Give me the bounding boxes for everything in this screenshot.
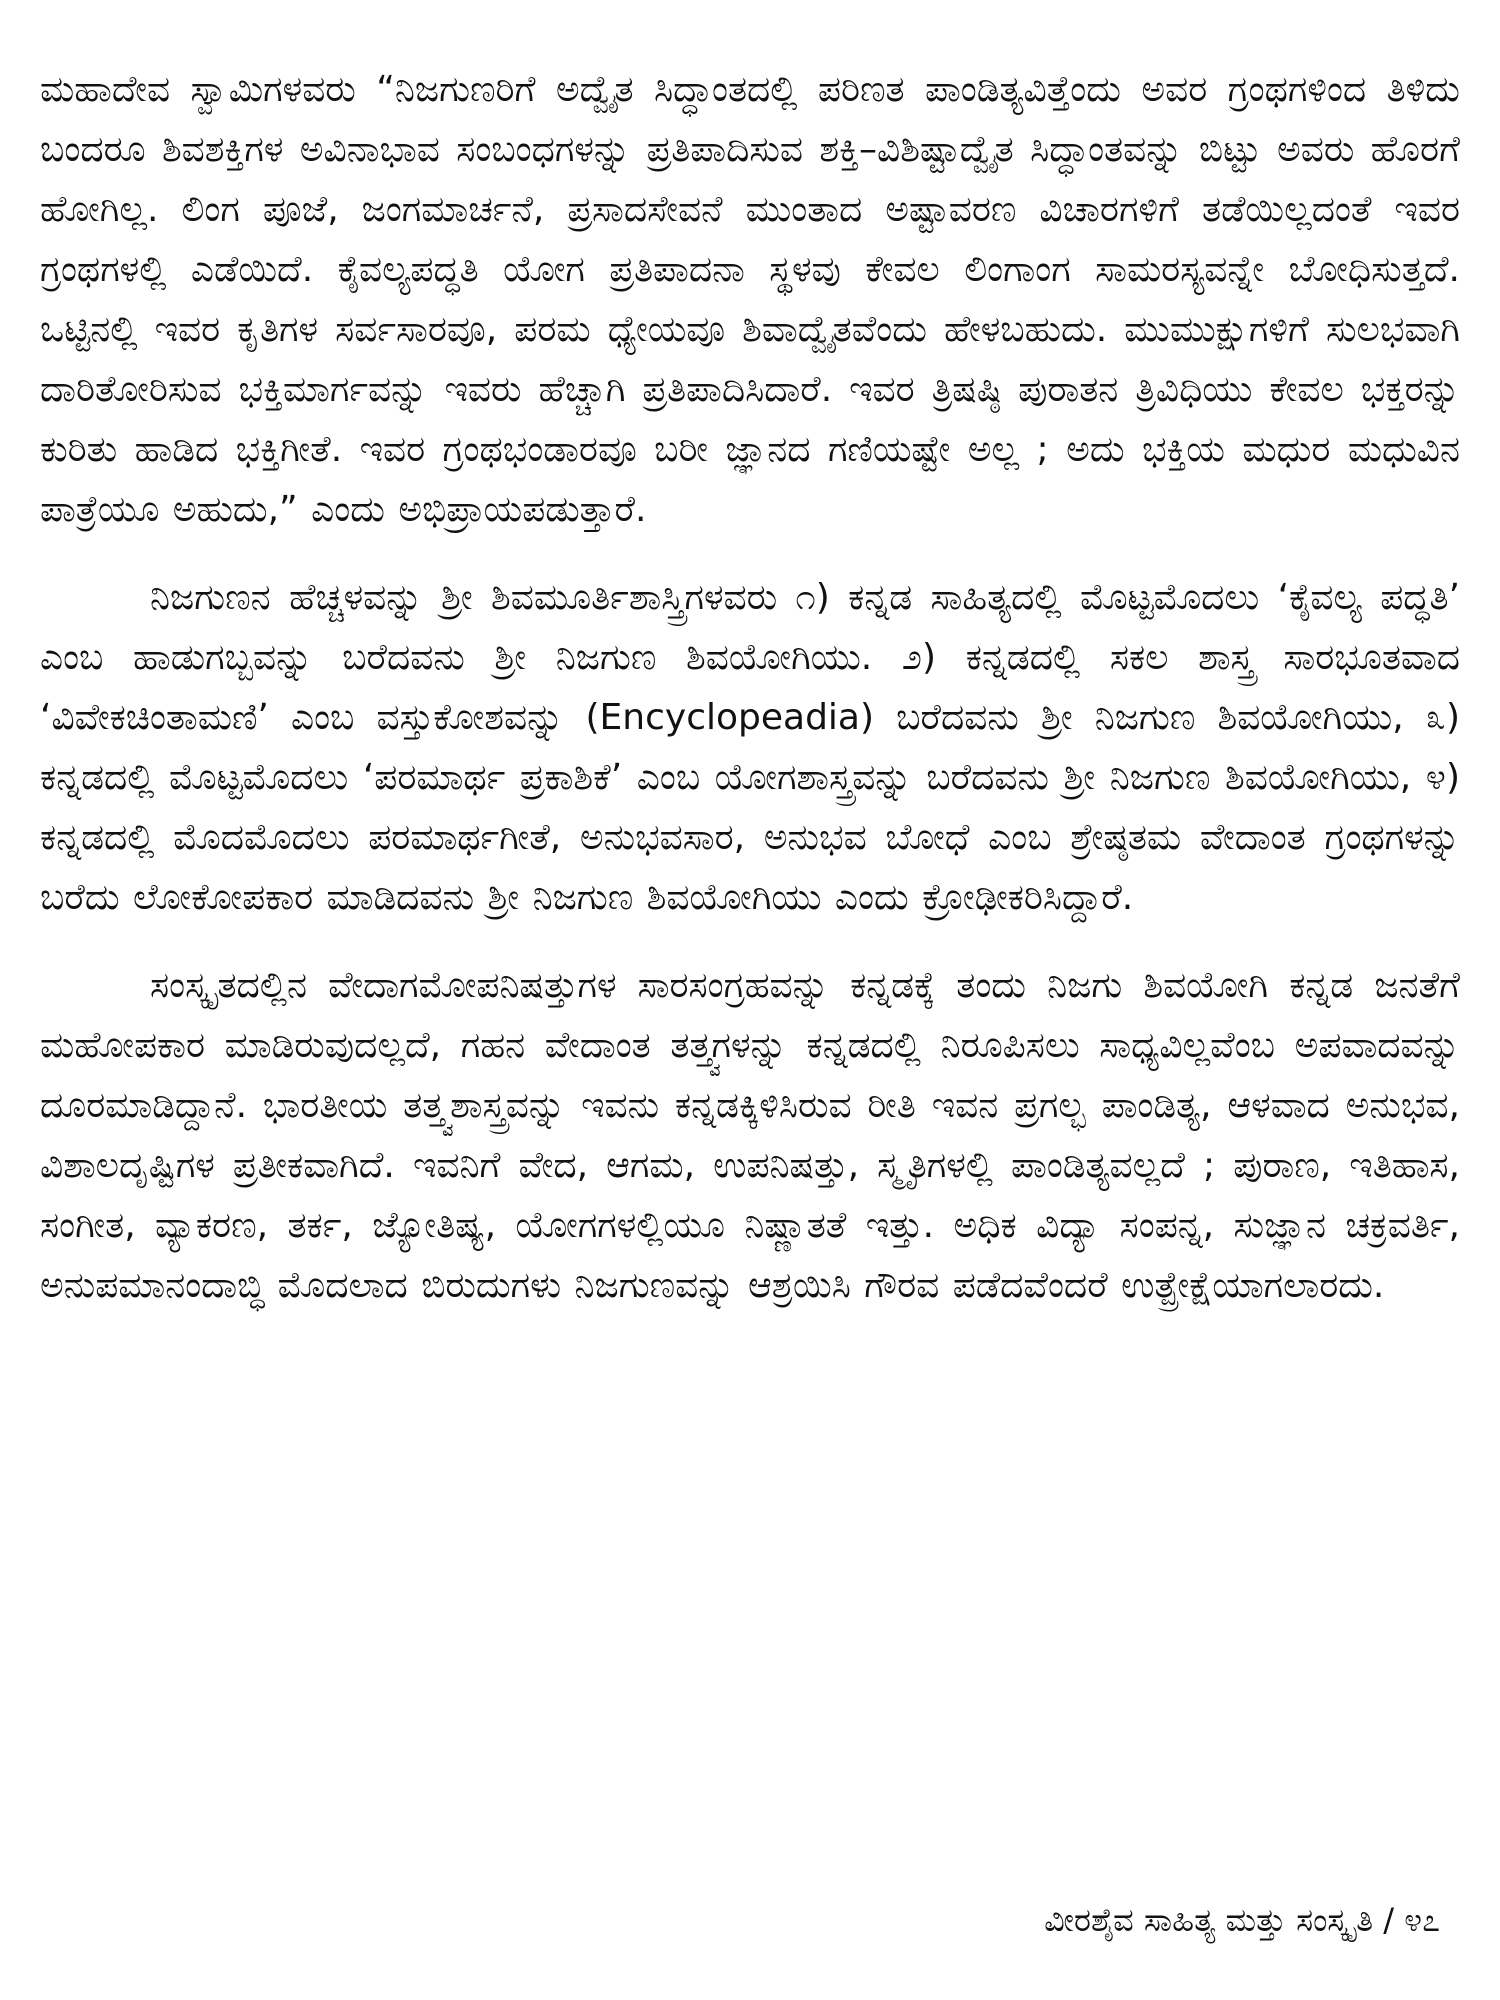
paragraph-3: ಸಂಸ್ಕೃತದಲ್ಲಿನ ವೇದಾಗಮೋಪನಿಷತ್ತುಗಳ ಸಾರಸಂಗ್ರಹವನ್ನು ಕನ್ನಡಕ್ಕೆ ತಂದು ನಿಜಗು ಶಿವಯೋಗಿ ಕನ್ನಡ ಜನತೆಗೆ ಮಹೋಪಕಾರ ಮಾಡಿರುವುದಲ್ಲದೆ, ಗಹನ ವೇದಾಂತ ತತ್ತ್ವಗಳನ್ನು ಕನ್ನಡದಲ್ಲಿ ನಿರೂಪಿಸಲು ಸಾಧ್ಯವಿಲ್ಲವೆಂಬ ಅಪವಾದವನ್ನು ದೂರಮಾಡಿದ್ದಾನೆ. ಭಾರತೀಯ ತತ್ತ್ವಶಾಸ್ತ್ರವನ್ನು ಇವನು ಕನ್ನಡಕ್ಕಿಳಿಸಿರುವ ರೀತಿ ಇವನ ಪ್ರಗಲ್ಭ ಪಾಂಡಿತ್ಯ, ಆಳವಾದ ಅನುಭವ, ವಿಶಾಲದೃಷ್ಟಿಗಳ ಪ್ರತೀಕವಾಗಿದೆ. ಇವನಿಗೆ ವೇದ, ಆಗಮ, ಉಪನಿಷತ್ತು, ಸ್ಮೃತಿಗಳಲ್ಲಿ ಪಾಂಡಿತ್ಯವಲ್ಲದೆ ; ಪುರಾಣ, ಇತಿಹಾಸ, ಸಂಗೀತ, ವ್ಯಾಕರಣ, ತರ್ಕ, ಜ್ಯೋತಿಷ್ಯ, ಯೋಗಗಳಲ್ಲಿಯೂ ನಿಷ್ಣಾತತೆ ಇತ್ತು. ಅಧಿಕ ವಿದ್ಯಾ ಸಂಪನ್ನ, ಸುಜ್ಞಾನ ಚಕ್ರವರ್ತಿ, ಅನುಪಮಾನಂದಾಬ್ಧಿ ಮೊದಲಾದ ಬಿರುದುಗಳು ನಿಜಗುಣವನ್ನು ಆಶ್ರಯಿಸಿ ಗೌರವ ಪಡೆದವೆಂದರೆ ಉತ್ಪ್ರೇಕ್ಷೆಯಾಗಲಾರದು. — [40, 965, 1460, 1306]
page-body — [40, 60, 1460, 1316]
paragraph-1: ಮಹಾದೇವ ಸ್ವಾಮಿಗಳವರು “ನಿಜಗುಣರಿಗೆ ಅದ್ವೈತ ಸಿದ್ಧಾಂತದಲ್ಲಿ ಪರಿಣತ ಪಾಂಡಿತ್ಯವಿತ್ತೆಂದು ಅವರ ಗ್ರಂಥಗಳಿಂದ ತಿಳಿದು ಬಂದರೂ ಶಿವಶಕ್ತಿಗಳ ಅವಿನಾಭಾವ ಸಂಬಂಧಗಳನ್ನು ಪ್ರತಿಪಾದಿಸುವ ಶಕ್ತಿ–ವಿಶಿಷ್ಟಾದ್ವೈತ ಸಿದ್ಧಾಂತವನ್ನು ಬಿಟ್ಟು ಅವರು ಹೊರಗೆ ಹೋಗಿಲ್ಲ. ಲಿಂಗ ಪೂಜೆ, ಜಂಗಮಾರ್ಚನೆ, ಪ್ರಸಾದಸೇವನೆ ಮುಂತಾದ ಅಷ್ಟಾವರಣ ವಿಚಾರಗಳಿಗೆ ತಡೆಯಿಲ್ಲದಂತೆ ಇವರ ಗ್ರಂಥಗಳಲ್ಲಿ ಎಡೆಯಿದೆ. ಕೈವಲ್ಯಪದ್ಧತಿ ಯೋಗ ಪ್ರತಿಪಾದನಾ ಸ್ಥಳವು ಕೇವಲ ಲಿಂಗಾಂಗ ಸಾಮರಸ್ಯವನ್ನೇ ಬೋಧಿಸುತ್ತದೆ. ಒಟ್ಟಿನಲ್ಲಿ ಇವರ ಕೃತಿಗಳ ಸರ್ವಸಾರವೂ, ಪರಮ ಧ್ಯೇಯವೂ ಶಿವಾದ್ವೈತವೆಂದು ಹೇಳಬಹುದು. ಮುಮುಕ್ಷುಗಳಿಗೆ ಸುಲಭವಾಗಿ ದಾರಿತೋರಿಸುವ ಭಕ್ತಿಮಾರ್ಗವನ್ನು ಇವರು ಹೆಚ್ಚಾಗಿ ಪ್ರತಿಪಾದಿಸಿದಾರೆ. ಇವರ ತ್ರಿಷಷ್ಠಿ ಪುರಾತನ ತ್ರಿವಿಧಿಯು ಕೇವಲ ಭಕ್ತರನ್ನು ಕುರಿತು ಹಾಡಿದ ಭಕ್ತಿಗೀತೆ. ಇವರ ಗ್ರಂಥಭಂಡಾರವೂ ಬರೀ ಜ್ಞಾನದ ಗಣಿಯಷ್ಟೇ ಅಲ್ಲ ; ಅದು ಭಕ್ತಿಯ ಮಧುರ ಮಧುವಿನ ಪಾತ್ರೆಯೂ ಅಹುದು,” ಎಂದು ಅಭಿಪ್ರಾಯಪಡುತ್ತಾರೆ. — [40, 69, 1460, 530]
page-footer: ವೀರಶೈವ ಸಾಹಿತ್ಯ ಮತ್ತು ಸಂಸ್ಕೃತಿ / ೪೭ — [1044, 1901, 1440, 1939]
paragraph-2: ನಿಜಗುಣನ ಹೆಚ್ಚಳವನ್ನು ಶ್ರೀ ಶಿವಮೂರ್ತಿಶಾಸ್ತ್ರಿಗಳವರು ೧) ಕನ್ನಡ ಸಾಹಿತ್ಯದಲ್ಲಿ ಮೊಟ್ಟಮೊದಲು ‘ಕೈವಲ್ಯ ಪದ್ಧತಿ’ ಎಂಬ ಹಾಡುಗಬ್ಬವನ್ನು ಬರೆದವನು ಶ್ರೀ ನಿಜಗುಣ ಶಿವಯೋಗಿಯು. ೨) ಕನ್ನಡದಲ್ಲಿ ಸಕಲ ಶಾಸ್ತ್ರ ಸಾರಭೂತವಾದ ‘ವಿವೇಕಚಿಂತಾಮಣಿ’ ಎಂಬ ವಸ್ತುಕೋಶವನ್ನು (Encyclopeadia) ಬರೆದವನು ಶ್ರೀ ನಿಜಗುಣ ಶಿವಯೋಗಿಯು, ೩) ಕನ್ನಡದಲ್ಲಿ ಮೊಟ್ಟಮೊದಲು ‘ಪರಮಾರ್ಥ ಪ್ರಕಾಶಿಕೆ’ ಎಂಬ ಯೋಗಶಾಸ್ತ್ರವನ್ನು ಬರೆದವನು ಶ್ರೀ ನಿಜಗುಣ ಶಿವಯೋಗಿಯು, ೪) ಕನ್ನಡದಲ್ಲಿ ಮೊದಮೊದಲು ಪರಮಾರ್ಥಗೀತೆ, ಅನುಭವಸಾರ, ಅನುಭವ ಬೋಧೆ ಎಂಬ ಶ್ರೇಷ್ಠತಮ ವೇದಾಂತ ಗ್ರಂಥಗಳನ್ನು ಬರೆದು ಲೋಕೋಪಕಾರ ಮಾಡಿದವನು ಶ್ರೀ ನಿಜಗುಣ ಶಿವಯೋಗಿಯು ಎಂದು ಕ್ರೋಢೀಕರಿಸಿದ್ದಾರೆ. — [40, 577, 1460, 918]
